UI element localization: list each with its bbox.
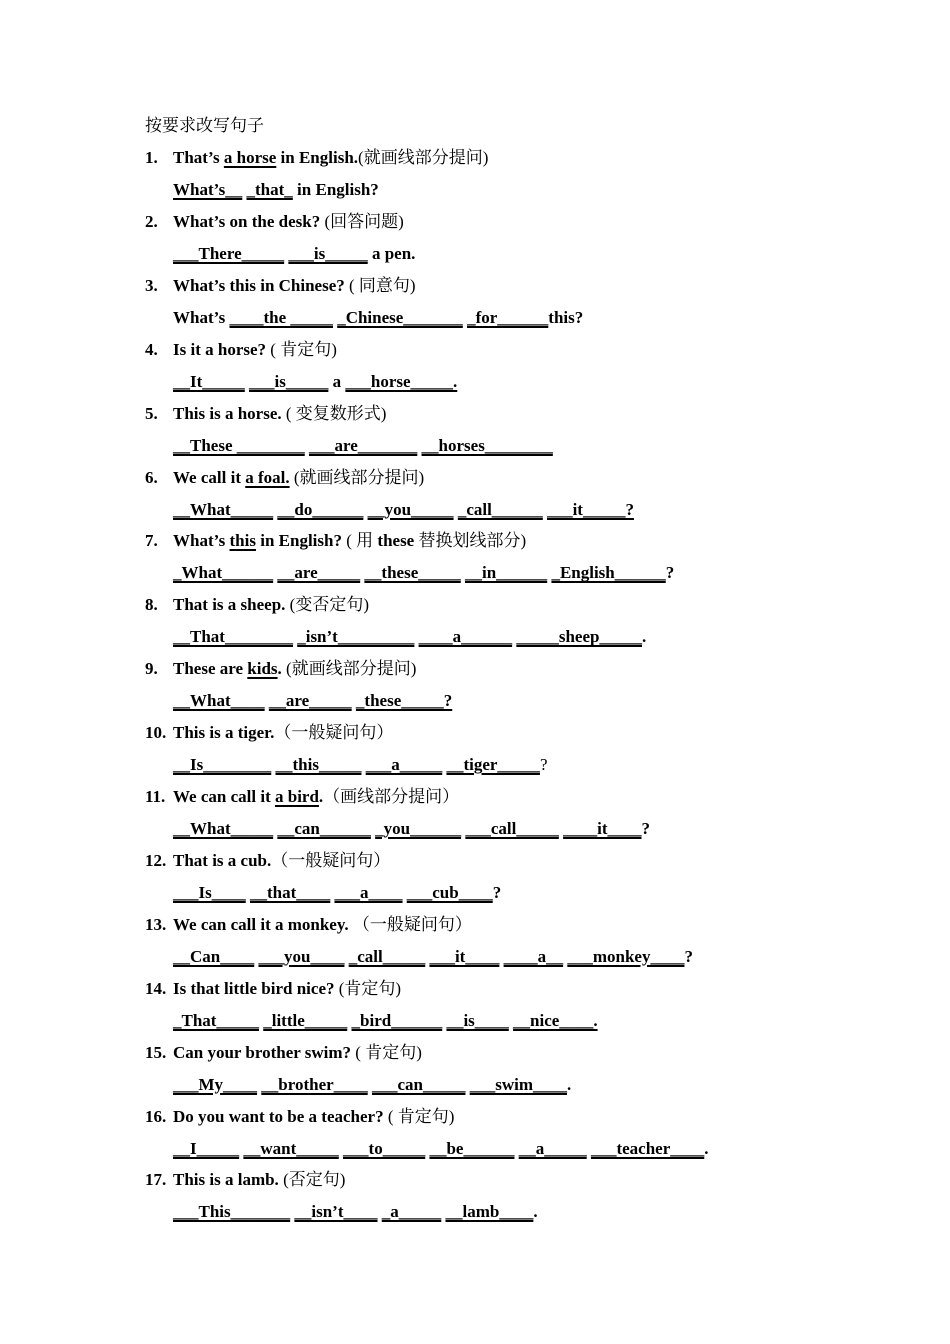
underlined-text: ___it____ xyxy=(429,946,500,966)
answer-line xyxy=(173,879,501,907)
text-segment: What’s on the desk? xyxy=(173,211,325,231)
underlined-text: __these_____ xyxy=(364,563,461,583)
underlined-text: ___it_____? xyxy=(547,499,634,519)
underlined-text: __are_____ xyxy=(277,563,361,583)
underlined-text: _____sheep_____ xyxy=(516,627,642,647)
underlined-text: __tiger_____ xyxy=(446,755,540,775)
text-segment: . xyxy=(277,659,287,679)
text-segment: This is a lamb. xyxy=(173,1170,284,1190)
text-segment: ? xyxy=(641,819,650,838)
underlined-text: ___a____ xyxy=(334,882,403,902)
underlined-text: _isn’t_________ xyxy=(297,627,415,647)
answer-line xyxy=(173,1198,538,1226)
underlined-text: __that____ xyxy=(249,882,331,902)
question-number: 4. xyxy=(145,339,158,359)
answer-line xyxy=(173,240,415,268)
text-segment: . xyxy=(533,1202,538,1222)
text-segment: . xyxy=(641,627,647,647)
underlined-text: _Chinese_______ xyxy=(337,307,463,327)
underlined-text: __These ________ xyxy=(173,435,305,455)
instruction-note: ( 用 xyxy=(346,531,378,551)
question-number: 2. xyxy=(145,211,158,231)
question-number: 12. xyxy=(145,850,167,870)
underlined-text: kids xyxy=(247,659,278,679)
underlined-text: _call_____ xyxy=(348,946,426,966)
underlined-text: _a_____ xyxy=(381,1202,442,1222)
text-segment: This is a horse. xyxy=(173,403,286,423)
underlined-text: __this_____ xyxy=(275,755,362,775)
underlined-text: ___swim____ xyxy=(469,1074,567,1094)
underlined-text: ___There_____ xyxy=(173,243,285,263)
underlined-text: __horses________ xyxy=(421,435,553,455)
text-segment: Can your brother swim? xyxy=(173,1042,356,1062)
underlined-text: this xyxy=(229,531,256,551)
answer-line xyxy=(173,1071,571,1099)
question-number: 17. xyxy=(145,1170,167,1190)
underlined-text: _That_____ xyxy=(173,1010,259,1030)
text-segment: ? xyxy=(684,946,693,966)
underlined-text: __brother____ xyxy=(261,1074,368,1094)
underlined-text: __Is________ xyxy=(173,755,272,775)
underlined-text: ___teacher____ xyxy=(590,1138,705,1158)
worksheet-title: 按要求改写句子 xyxy=(145,116,264,135)
answer-line xyxy=(173,368,457,396)
question-line xyxy=(145,1103,454,1131)
underlined-text: __you_____ xyxy=(367,499,454,519)
underlined-text: ___horse_____. xyxy=(345,371,458,391)
instruction-note: (就画线部分提问) xyxy=(293,467,425,487)
text-segment: ? xyxy=(665,563,675,583)
text-segment: in English? xyxy=(255,531,347,551)
question-number: 7. xyxy=(145,531,158,551)
question-number: 16. xyxy=(145,1106,167,1126)
question-line xyxy=(145,1166,345,1194)
text-segment: a xyxy=(328,371,346,391)
underlined-text: _for______ xyxy=(467,307,549,327)
answer-line xyxy=(173,687,452,715)
text-segment: We can call it xyxy=(173,787,275,806)
instruction-note: (肯定句) xyxy=(338,978,402,998)
question-line xyxy=(145,144,488,172)
instruction-note: （一般疑问句） xyxy=(271,850,391,870)
text-segment: We call it xyxy=(173,467,246,487)
question-line xyxy=(145,1039,422,1067)
answer-line xyxy=(173,943,693,971)
underlined-text: __What_____ xyxy=(173,819,274,838)
text-segment: Is it a horse? xyxy=(173,339,271,359)
underlined-text: __are_____ xyxy=(268,691,352,711)
underlined-text: __be______ xyxy=(429,1138,515,1158)
underlined-text: a bird xyxy=(274,787,319,806)
text-segment: This is a tiger. xyxy=(173,723,275,743)
underlined-text: ____the _____ xyxy=(229,307,333,327)
question-number: 11. xyxy=(145,787,166,806)
underlined-text: _little_____ xyxy=(263,1010,348,1030)
underlined-text: ____a______ xyxy=(418,627,513,647)
question-number: 15. xyxy=(145,1042,167,1062)
text-segment: We can call it a monkey. xyxy=(173,914,353,934)
underlined-text: __Can____ xyxy=(173,946,255,966)
answer-line xyxy=(173,432,553,460)
text-segment: What’s xyxy=(173,307,230,327)
underlined-text: ___cub____ xyxy=(406,882,493,902)
instruction-note: (否定句) xyxy=(283,1170,346,1190)
text-segment: What’s this in Chinese? xyxy=(173,275,350,295)
underlined-text: __can______ xyxy=(277,819,371,838)
question-line xyxy=(145,847,390,875)
instruction-note: ( 同意句) xyxy=(349,275,416,295)
underlined-text: __I_____ xyxy=(173,1138,240,1158)
instruction-note: ( 肯定句) xyxy=(355,1042,422,1062)
question-number: 13. xyxy=(145,914,167,934)
underlined-text: ___This_______ xyxy=(173,1202,291,1222)
underlined-text: _English______ xyxy=(551,563,666,583)
underlined-text: __lamb____ xyxy=(445,1202,534,1222)
answer-line xyxy=(173,623,646,651)
text-segment: ? xyxy=(492,882,502,902)
underlined-text: __isn’t____ xyxy=(294,1202,378,1222)
instruction-note: ( 肯定句) xyxy=(387,1106,455,1126)
answer-line xyxy=(173,176,379,204)
text-segment: . xyxy=(566,1074,572,1094)
underlined-text: ___a_____ xyxy=(365,755,443,775)
underlined-text: ___can_____ xyxy=(371,1074,466,1094)
text-segment: Do you want to be a teacher? xyxy=(173,1106,388,1126)
underlined-text: ___to_____ xyxy=(343,1138,426,1158)
underlined-text: ___is_____ xyxy=(249,371,329,391)
question-line xyxy=(145,336,337,364)
underlined-text: ____a__ xyxy=(503,946,564,966)
underlined-text: ___are_______ xyxy=(309,435,418,455)
underlined-text: ___monkey____ xyxy=(567,946,685,966)
underlined-text: __It_____ xyxy=(173,371,245,391)
underlined-text: ___My____ xyxy=(173,1074,258,1094)
underlined-text: __is____ xyxy=(446,1010,509,1030)
text-segment: That is a sheep. xyxy=(173,595,290,615)
text-segment: in English? xyxy=(292,180,379,199)
text-segment: . xyxy=(704,1138,709,1158)
answer-line xyxy=(173,1135,709,1163)
underlined-text: __a_____ xyxy=(518,1138,587,1158)
instruction-note: ( 肯定句) xyxy=(270,339,337,359)
question-number: 14. xyxy=(145,978,167,998)
underlined-text: What’s__ xyxy=(173,180,243,199)
question-number: 5. xyxy=(145,403,158,423)
instruction-note: ? xyxy=(539,755,548,775)
text-segment: That is a cub. xyxy=(173,850,272,870)
underlined-text: _What______ xyxy=(173,563,274,583)
question-line xyxy=(145,719,393,747)
underlined-text: ____it____ xyxy=(563,819,642,838)
underlined-text: ___call_____ xyxy=(465,819,559,838)
text-segment: What’s xyxy=(173,531,230,551)
question-line xyxy=(145,272,416,300)
underlined-text: ___is_____ xyxy=(288,243,368,263)
underlined-text: a horse xyxy=(223,148,277,167)
question-line xyxy=(145,975,401,1003)
text-segment: this? xyxy=(548,307,584,327)
answer-line xyxy=(173,496,634,524)
text-segment: . xyxy=(318,787,324,806)
underlined-text: __That________ xyxy=(173,627,293,647)
underlined-text: _bird______ xyxy=(351,1010,443,1030)
question-number: 6. xyxy=(145,467,158,487)
question-line xyxy=(145,591,369,619)
question-number: 9. xyxy=(145,659,158,679)
underlined-text: __What_____ xyxy=(173,499,274,519)
text-segment: these xyxy=(377,531,415,551)
answer-line xyxy=(173,559,674,587)
question-number: 10. xyxy=(145,723,167,743)
question-number: 8. xyxy=(145,595,158,615)
underlined-text: ___you____ xyxy=(258,946,345,966)
text-segment: in English. xyxy=(276,148,359,167)
question-line xyxy=(145,911,472,939)
underlined-text: __in______ xyxy=(465,563,548,583)
question-line xyxy=(145,655,416,683)
instruction-note: （画线部分提问） xyxy=(323,787,460,806)
question-line xyxy=(145,464,424,492)
underlined-text: __nice____. xyxy=(513,1010,598,1030)
answer-line xyxy=(173,815,650,843)
underlined-text: __What____ xyxy=(173,691,265,711)
question-number: 1. xyxy=(145,148,158,167)
instruction-note: (变否定句) xyxy=(289,595,369,615)
text-segment: That’s xyxy=(173,148,224,167)
underlined-text: _these_____? xyxy=(355,691,453,711)
instruction-note: (就画线部分提问) xyxy=(286,659,417,679)
question-line xyxy=(145,208,404,236)
answer-line xyxy=(173,304,583,332)
answer-line xyxy=(173,751,547,779)
answer-line xyxy=(173,1007,598,1035)
instruction-note: (就画线部分提问) xyxy=(358,148,489,167)
underlined-text: __want_____ xyxy=(243,1138,339,1158)
instruction-note: （一般疑问句） xyxy=(274,723,394,743)
question-line xyxy=(145,783,459,811)
underlined-text: ___Is____ xyxy=(173,882,246,902)
question-line xyxy=(145,527,526,555)
underlined-text: _you______ xyxy=(375,819,462,838)
underlined-text: __do______ xyxy=(277,499,364,519)
text-segment: These are xyxy=(173,659,248,679)
text-segment: a pen. xyxy=(367,243,416,263)
instruction-note: （一般疑问句） xyxy=(352,914,472,934)
instruction-note: 替换划线部分) xyxy=(414,531,527,551)
instruction-note: (回答问题) xyxy=(324,211,404,231)
underlined-text: _that_ xyxy=(246,180,293,199)
question-number: 3. xyxy=(145,275,158,295)
question-line xyxy=(145,400,386,428)
underlined-text: _call______ xyxy=(457,499,543,519)
instruction-note: ( 变复数形式) xyxy=(285,403,387,423)
underlined-text: a foal. xyxy=(245,467,290,487)
text-segment: Is that little bird nice? xyxy=(173,978,339,998)
